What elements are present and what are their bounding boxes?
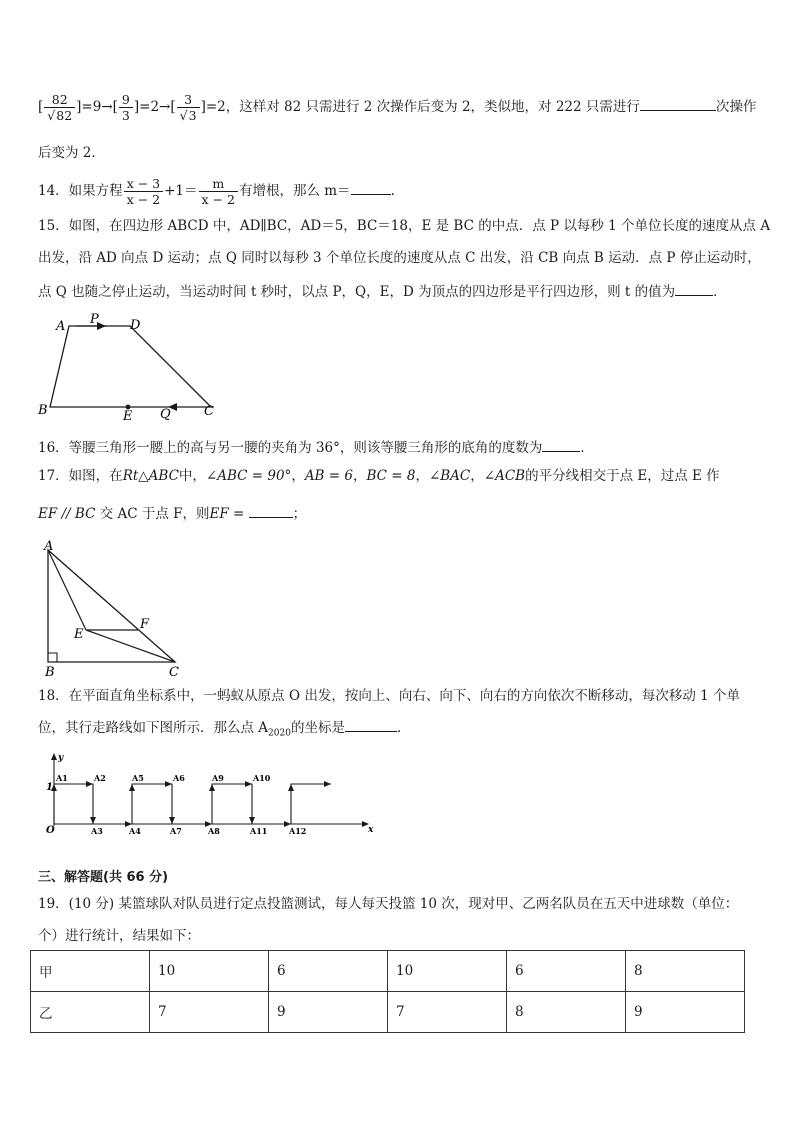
q18-line2: 位，其行走路线如下图所示．那么点 $A_{2020}$的坐标是 ． [38,717,410,744]
q14-line: 14．如果方程 $\frac{x - 3}{x - 2}$ +1＝ $\frac{m}{x - 2}$ 有增根，那么 m＝ . [38,176,395,207]
label-e: E [74,627,84,642]
q18-answer-blank[interactable] [345,717,397,732]
triangle-abc [48,550,175,662]
q13-fraction-2: $\frac{9}{3}$ [119,92,133,123]
label-a11: A11 [250,826,268,836]
q19-score-table [30,950,745,1033]
table-cell: 8 [626,951,745,992]
label-a3: A3 [91,826,103,836]
label-a12: A12 [289,826,307,836]
label-y: y [58,753,64,763]
label-c: C [204,404,214,419]
label-b: B [45,665,55,680]
bisector-ce [86,630,175,662]
label-a10: A10 [253,773,271,783]
label-a9: A9 [212,773,224,783]
table-cell: 7 [150,992,269,1033]
label-a6: A6 [173,773,185,783]
label-a7: A7 [170,826,182,836]
table-cell: 9 [269,992,388,1033]
path-arrow [86,781,93,787]
q15-line3: 点 Q 也随之停止运动，当运动时间 t 秒时，以点 P，Q，E，D 为顶点的四边形是平行四边形，则 t 的值为 ． [38,281,727,302]
table-cell: 6 [269,951,388,992]
q13-line2: 后变为 2． [38,145,105,161]
q13-fraction-3: $\frac{3}{√3}$ [177,92,200,123]
q14-answer-blank[interactable] [351,180,391,195]
q15-answer-blank[interactable] [675,281,713,296]
right-angle-mark [48,653,57,662]
label-c: C [169,665,179,680]
section-heading: 三、解答题(共 66 分) [38,870,169,885]
q18-path-figure [34,750,384,838]
table-cell: 7 [388,992,507,1033]
label-b: B [38,403,48,418]
q17-triangle-figure [36,538,196,683]
path-arrow [90,817,96,824]
q14-fraction-1: $\frac{x - 3}{x - 2}$ [124,176,163,207]
label-one: 1 [46,782,53,793]
label-a5: A5 [132,773,144,783]
q17-answer-blank[interactable] [249,503,293,518]
path-arrow [165,781,172,787]
q17-line2: EF // BC 交 AC 于点 F，则EF = ； [38,503,306,524]
trapezoid-abcd [50,326,211,407]
label-a: A [44,539,54,554]
table-cell: 10 [150,951,269,992]
label-a1: A1 [56,773,68,783]
label-a2: A2 [94,773,106,783]
table-cell: 甲 [31,951,150,992]
table-cell: 乙 [31,992,150,1033]
q13-answer-blank[interactable] [640,96,716,111]
label-a4: A4 [129,826,141,836]
q15-trapezoid-figure [36,310,226,420]
q16-line: 16．等腰三角形一腰上的高与另一腰的夹角为 36°，则该等腰三角形的底角的度数为 ． [38,437,594,458]
table-row [31,992,745,1033]
path-arrow [129,784,135,791]
path-arrow [245,781,252,787]
label-a8: A8 [208,826,220,836]
q19-line2: 个）进行统计，结果如下： [38,928,200,944]
label-p: P [90,312,99,327]
q13-line1: [ $\frac{82}{√82}$ ]=9→[ $\frac{9}{3}$ ]=2→[ $\frac{3}{√3}$ ]=2，这样对 82 只需进行 2 次操作后变为 2，类似地，对 222 只需进行 次操作 [38,92,757,123]
q14-fraction-2: $\frac{m}{x - 2}$ [199,176,238,207]
table-cell: 6 [507,951,626,992]
label-origin: O [46,825,55,836]
path-arrow [169,817,175,824]
bisector-ae [48,550,86,630]
path-arrow [249,817,255,824]
label-x: x [368,825,374,835]
q15-line2: 出发，沿 AD 向点 D 运动；点 Q 同时以每秒 3 个单位长度的速度从点 C 出发，沿 CB 向点 B 运动．点 P 停止运动时， [38,250,761,266]
table-cell: 10 [388,951,507,992]
label-d: D [130,318,141,333]
table-cell: 8 [507,992,626,1033]
table-row [31,951,745,992]
q13-fraction-1: $\frac{82}{√82}$ [44,92,75,123]
table-cell: 9 [626,992,745,1033]
path-arrow [209,784,215,791]
label-a: A [56,319,66,334]
label-e: E [123,409,133,420]
q15-line1: 15．如图，在四边形 ABCD 中，AD∥BC，AD＝5，BC＝18，E 是 BC 的中点．点 P 以每秒 1 个单位长度的速度从点 A [38,218,771,234]
y-axis-arrow [51,753,57,760]
q17-line1: 17．如图，在Rt△ABC中，∠ABC = 90°，AB = 6，BC = 8，∠BAC，∠ACB的平分线相交于点 E，过点 E 作 [38,468,720,484]
label-q: Q [160,407,171,420]
q16-answer-blank[interactable] [542,437,580,452]
q19-line1: 19．(10 分) 某篮球队对队员进行定点投篮测试，每人每天投篮 10 次，现对甲、乙两名队员在五天中进球数（单位： [38,896,739,912]
path-arrow [288,784,294,791]
label-f: F [140,617,150,632]
q18-line1: 18．在平面直角坐标系中，一蚂蚁从原点 O 出发，按向上、向右、向下、向右的方向依次不断移动，每次移动 1 个单 [38,688,740,704]
path-arrow [324,781,331,787]
